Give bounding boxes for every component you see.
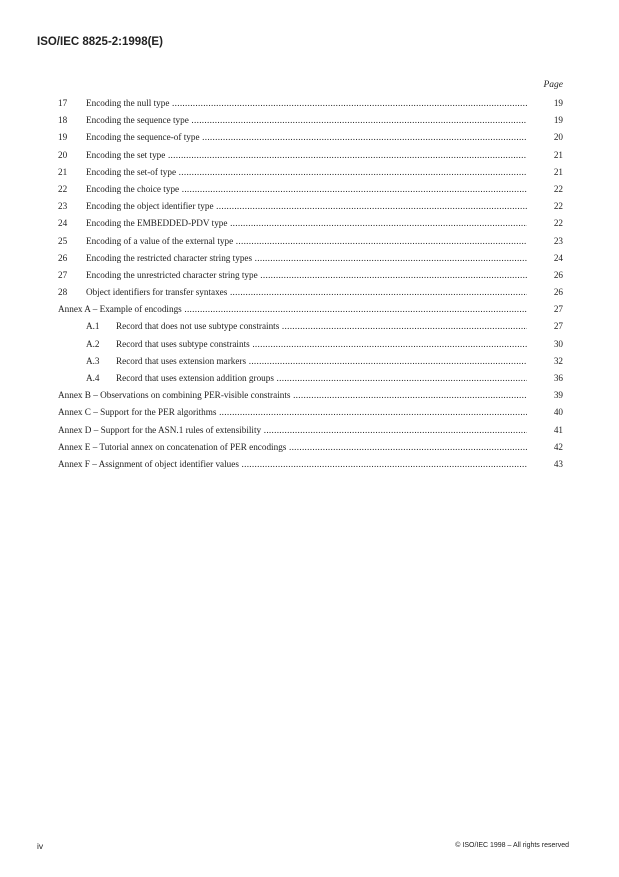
toc-entry-title: Annex B – Observations on combining PER-visible constraints ..... xyxy=(58,389,527,401)
page-column-label: Page xyxy=(543,80,563,90)
toc-entry-page: 22 xyxy=(553,218,563,229)
toc-entry-number: A.4 xyxy=(86,373,100,383)
toc-entry[interactable] xyxy=(58,183,563,200)
toc-entry[interactable] xyxy=(58,166,563,183)
toc-entry-title: Annex E – Tutorial annex on concatenation of PER encodings ..... xyxy=(58,441,527,453)
toc-entry[interactable] xyxy=(58,372,563,389)
toc-entry[interactable] xyxy=(58,286,563,303)
toc-entry-title: Record that uses extension addition groups ..... xyxy=(116,372,527,384)
toc-entry-number: 24 xyxy=(58,218,68,229)
toc-entry[interactable] xyxy=(58,355,563,372)
toc-entry[interactable] xyxy=(58,131,563,148)
toc-entry-number: A.1 xyxy=(86,321,100,332)
toc-entry-number: 18 xyxy=(58,115,68,126)
toc-entry-page: 39 xyxy=(553,390,563,401)
toc-entry-number: 28 xyxy=(58,287,68,298)
toc-entry-page: 43 xyxy=(553,458,563,469)
toc-entry[interactable] xyxy=(58,389,563,406)
toc-entry-title: Encoding the sequence-of type ..... xyxy=(86,131,527,143)
toc-entry-title: Encoding the unrestricted character string type ..... xyxy=(86,269,527,281)
toc-entry-number: 21 xyxy=(58,166,68,177)
toc-entry-title: Encoding the restricted character string types ..... xyxy=(86,252,527,264)
toc-entry-title: Object identifiers for transfer syntaxes ..... xyxy=(86,286,527,298)
toc-entry[interactable] xyxy=(58,338,563,355)
toc-entry-page: 32 xyxy=(553,355,563,366)
toc-entry-page: 19 xyxy=(553,115,563,126)
toc-entry-title: Encoding the choice type ..... xyxy=(86,183,527,195)
toc-entry-number: 25 xyxy=(58,235,68,246)
toc-entry-page: 23 xyxy=(553,235,563,246)
toc-entry-number: 20 xyxy=(58,149,68,160)
toc-entry-page: 41 xyxy=(553,424,563,435)
toc-entry-title: Encoding the null type ..... xyxy=(86,97,527,109)
copyright-notice: © ISO/IEC 1998 – All rights reserved xyxy=(455,842,569,849)
toc-entry[interactable] xyxy=(58,406,563,423)
toc-entry-page: 22 xyxy=(553,201,563,212)
toc-entry-page: 21 xyxy=(553,166,563,177)
toc-entry[interactable] xyxy=(58,424,563,441)
toc-entry-number: 26 xyxy=(58,252,68,263)
toc-entry-page: 42 xyxy=(553,441,563,452)
toc-entry-page: 36 xyxy=(553,373,563,383)
toc-entry-page: 24 xyxy=(553,252,563,263)
toc-entry-page: 22 xyxy=(553,183,563,194)
toc-entry-number: A.3 xyxy=(86,355,100,366)
toc-entry-page: 19 xyxy=(553,98,563,108)
toc-entry-page: 27 xyxy=(553,321,563,332)
toc-entry[interactable] xyxy=(58,458,563,475)
toc-entry[interactable] xyxy=(58,441,563,458)
toc-entry-number: A.2 xyxy=(86,338,100,349)
toc-entry[interactable] xyxy=(58,320,563,337)
toc-entry-title: Annex F – Assignment of object identifier values ..... xyxy=(58,458,527,470)
toc-entry[interactable] xyxy=(58,200,563,217)
toc-entry-title: Record that uses subtype constraints ..... xyxy=(116,338,527,350)
document-header: ISO/IEC 8825-2:1998(E) xyxy=(37,36,163,48)
toc-entry-title: Annex D – Support for the ASN.1 rules of extensibility ..... xyxy=(58,424,527,436)
toc-entry-title: Encoding the EMBEDDED-PDV type ..... xyxy=(86,217,527,229)
toc-entry[interactable] xyxy=(58,269,563,286)
toc-entry-number: 23 xyxy=(58,201,68,212)
toc-entry-title: Encoding the object identifier type ..... xyxy=(86,200,527,212)
toc-entry-title: Encoding the set-of type ..... xyxy=(86,166,527,178)
toc-entry[interactable] xyxy=(58,303,563,320)
toc-entry-number: 19 xyxy=(58,132,68,143)
toc-entry-title: Record that does not use subtype constraints ..... xyxy=(116,320,527,332)
toc-entry-page: 40 xyxy=(553,407,563,418)
toc-entry[interactable] xyxy=(58,252,563,269)
toc-entry[interactable] xyxy=(58,217,563,234)
toc-entry-title: Annex C – Support for the PER algorithms ..... xyxy=(58,406,527,418)
toc-entry-number: 17 xyxy=(58,98,68,108)
toc-entry-title: Record that uses extension markers ..... xyxy=(116,355,527,367)
toc-entry-number: 22 xyxy=(58,183,68,194)
table-of-contents xyxy=(58,97,563,475)
toc-entry-title: Encoding of a value of the external type ..... xyxy=(86,235,527,247)
toc-entry-title: Annex A – Example of encodings ..... xyxy=(58,303,527,315)
toc-entry-page: 26 xyxy=(553,287,563,298)
toc-entry-page: 26 xyxy=(553,269,563,280)
toc-entry[interactable] xyxy=(58,149,563,166)
toc-entry-title: Encoding the sequence type ..... xyxy=(86,114,527,126)
toc-entry-page: 21 xyxy=(553,149,563,160)
toc-entry[interactable] xyxy=(58,235,563,252)
toc-entry-page: 30 xyxy=(553,338,563,349)
page-number: iv xyxy=(37,841,44,851)
toc-entry-page: 27 xyxy=(553,304,563,315)
toc-entry-number: 27 xyxy=(58,269,68,280)
toc-entry[interactable] xyxy=(58,97,563,114)
toc-entry-title: Encoding the set type ..... xyxy=(86,149,527,161)
toc-entry[interactable] xyxy=(58,114,563,131)
toc-entry-page: 20 xyxy=(553,132,563,143)
